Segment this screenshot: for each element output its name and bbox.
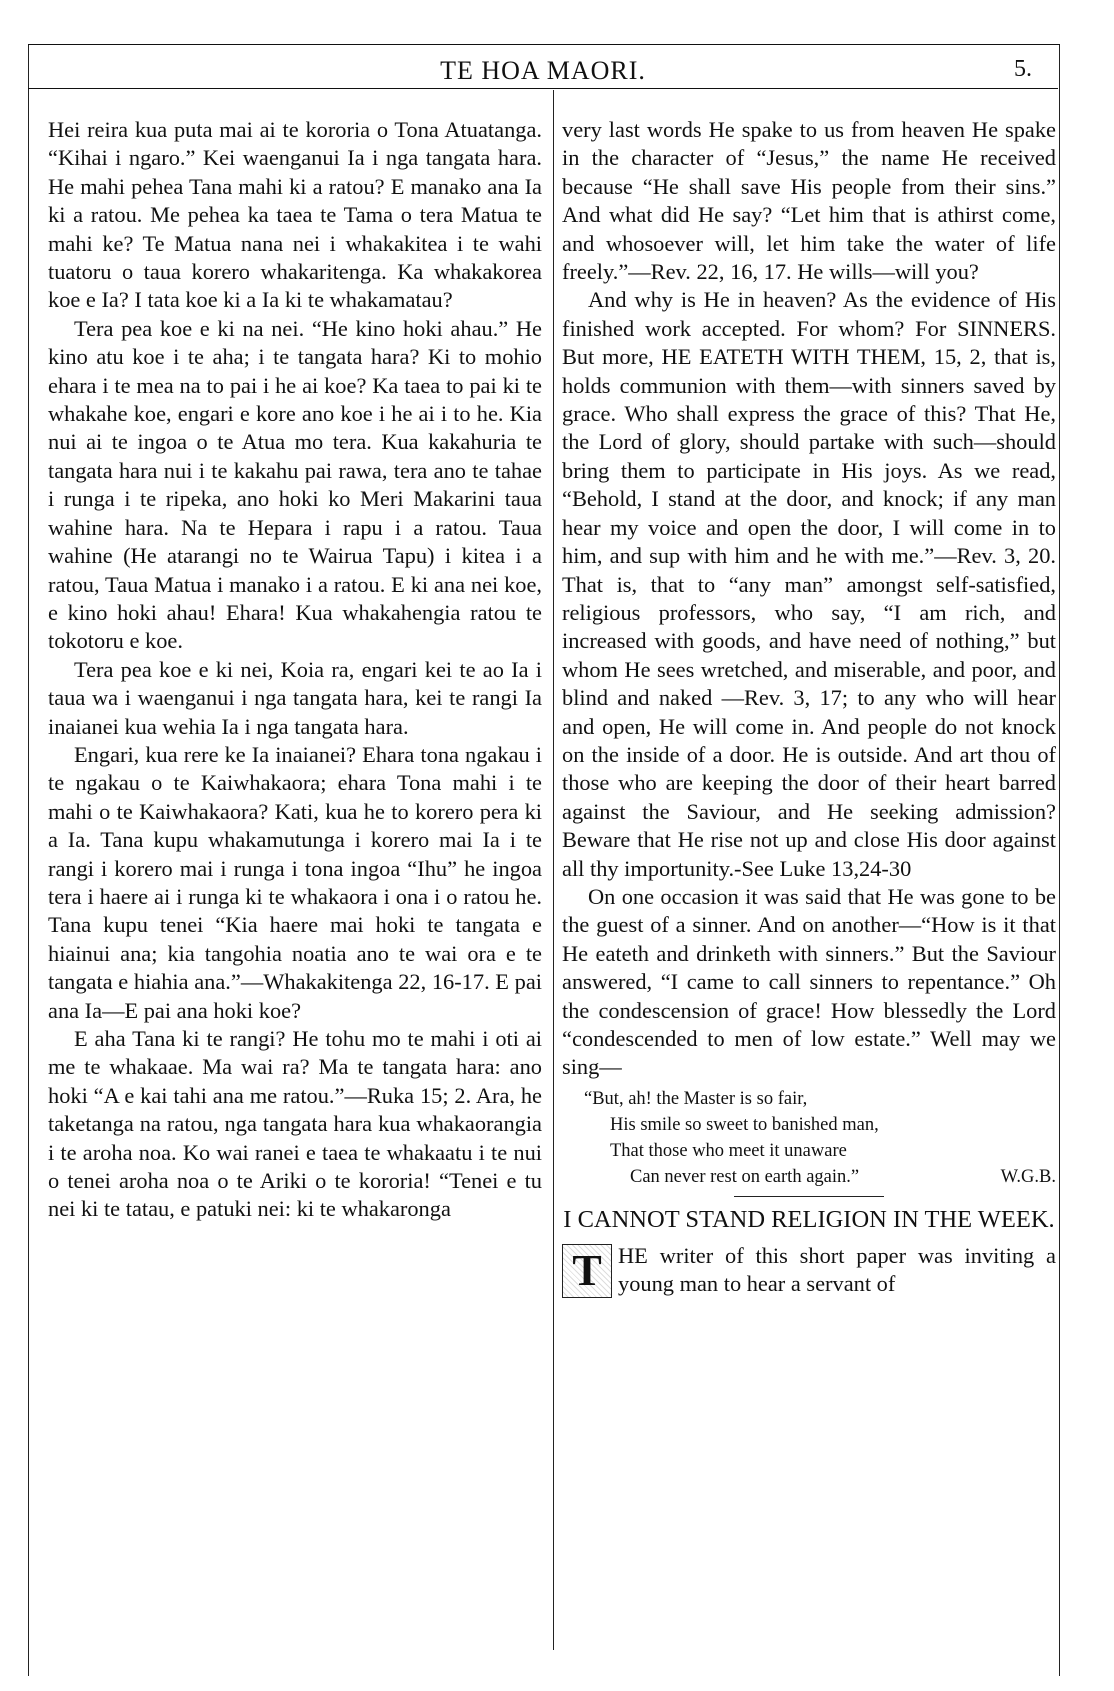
poem-line-4: Can never rest on earth again.” [630,1166,860,1187]
poem-signature: W.G.B. [1000,1166,1056,1187]
right-paragraph-1: very last words He spake to us from heaven He spake in the character of “Jesus,” the name He received because “He shall save His people from their sins.” And what did He say? “Let him that is athirst come, and whosoever will, let him take the water of life freely.”—Rev. 22, 16, 17. He wills—will you? [562,117,1056,285]
right-paragraph-2: And why is He in heaven? As the evidence of His finished work accepted. For whom? For SINNERS. But more, HE EATETH WITH THEM, 15, 2, that is, holds communion with them—with sinners saved by grace. Who shall express the grace of this? That He, the Lord of glory, should partake with such—should bring them to participate in His joys. As we read, “Behold, I stand at the door, and knock; if any man hear my voice and open the door, I will come in to him, and sup with him and he with me.”—Rev. 3, 20. That is, that to “any man” amongst self-satisfied, religious professors, who say, “I am rich, and increased with goods, and have need of nothing,” but whom He sees wretched, and miserable, and poor, and blind and naked —Rev. 3, 17; to any who will hear and open, He will come in. And people do not knock on the inside of a door. He is outside. And art thou of those who are keeping the door of their heart barred against the Saviour, and He seeking admission? Beware that He rise not up and close His door against all thy importunity.-See Luke 13,24-30 [562,287,1056,881]
right-column [562,116,1056,1299]
article-heading: I CANNOT STAND RELIGION IN THE WEEK. [563,1205,1055,1233]
left-paragraph-2: Tera pea koe e ki na nei. “He kino hoki ahau.” He kino atu koe i te aha; i te tangata hara? Ki to mohio ehara i te mea na to pai i he ai koe? Ka taea to pai ki te whakahe koe, engari e kore ano koe i he ai i to he. Kia nui ai te ingoa o te Atua mo tera. Kua kakahuria te tangata hara nui i te kakahu pai rawa, tera ano te tahae i runga i te ripeka, ano hoki ko Meri Makarini taua wahine hara. Na te Hepara i rapu i a ratou. Taua wahine (He atarangi no te Wairua Tapu) i kitea i a ratou, Taua Matua i manako i a ratou. E ki ana nei koe, e kino hoki ahau! Ehara! Kua whakahengia ratou te tokotoru e koe. [48,315,542,654]
column-divider [553,90,554,1650]
left-paragraph-1: Hei reira kua puta mai ai te kororia o Tona Atuatanga. “Kihai i ngaro.” Kei waenganui Ia i nga tangata hara. He mahi pehea Tana mahi ki a ratou? E manako ana Ia ki a ratou. Me pehea ka taea te Tama o tera Matua te mahi ke? Te Matua nana nei i whakakitea i te wahi tuatoru o taua korero whakaritenga. Ka whakakorea koe e Ia? I tata koe ki a Ia ki te whakamatau? [48,117,542,313]
section-rule [734,1196,884,1197]
page-number: 5. [1014,56,1032,82]
poem-line-4-row [584,1164,1056,1190]
drop-cap-ornament: T [562,1244,612,1298]
right-paragraph-3: On one occasion it was said that He was gone to be the guest of a sinner. And on another—“How is it that He eateth and drinketh with sinners.” But the Saviour answered, “I came to call sinners to repentance.” Oh the condescension of grace! How blessedly the Lord “condescended to men of low estate.” Well may we sing— [562,883,1056,1080]
left-paragraph-4: Engari, kua rere ke Ia inaianei? Ehara tona ngakau i te ngakau o te Kaiwhakaora; ehara Tona mahi i te mahi o te Kaiwhakaora? Kati, kua he to korero pera ki a Ia. Tana kupu whakamutunga i korero mai Ia i te rangi i korero mai i runga i tona ingoa “Ihu” he ingoa tera i haere ai i runga ki te whakaora i ona i o ratou he. Tana kupu tenei “Kia haere mai hoki te tangata e hiainui ana; kia tangohia noatia ano te wai ora e te tangata e hiahia ana.”—Whakakitenga 22, 16-17. E pai ana Ia—E pai ana hoki koe? [48,741,542,1023]
article-opening [562,1242,1056,1299]
poem-stanza [584,1086,1056,1190]
page-header [28,46,1058,89]
top-rule [28,44,1060,45]
left-paragraph-3: Tera pea koe e ki nei, Koia ra, engari kei te ao Ia i taua wa i waenganui i nga tangata hara, kei te rangi Ia inaianei kua wehia Ia i nga tangata hara. [48,656,542,739]
page-title: TE HOA MAORI. [440,56,646,85]
left-paragraph-5: E aha Tana ki te rangi? He tohu mo te mahi i oti ai me te whakaae. Ma wai ra? Ma te tangata hara: ano hoki “A e kai tahi ana me ratou.”—Ruka 15; 2. Ara, he taketanga na ratou, nga tangata hara kua whakaorangia i te aroha noa. Ko wai ranei e taea te whakaatu i te nui o tenei aroha noa o te Ariki o te kororia! “Tenei e tu nei ki te tatau, e patuki nei: ki te whakaronga [48,1026,542,1222]
poem-line-2: His smile so sweet to banished man, [610,1114,879,1135]
poem-line-3: That those who meet it unaware [610,1140,847,1161]
article-text: HE writer of this short paper was inviting a young man to hear a servant of [618,1242,1056,1297]
left-column [48,116,542,1224]
poem-line-1: “But, ah! the Master is so fair, [584,1088,808,1109]
